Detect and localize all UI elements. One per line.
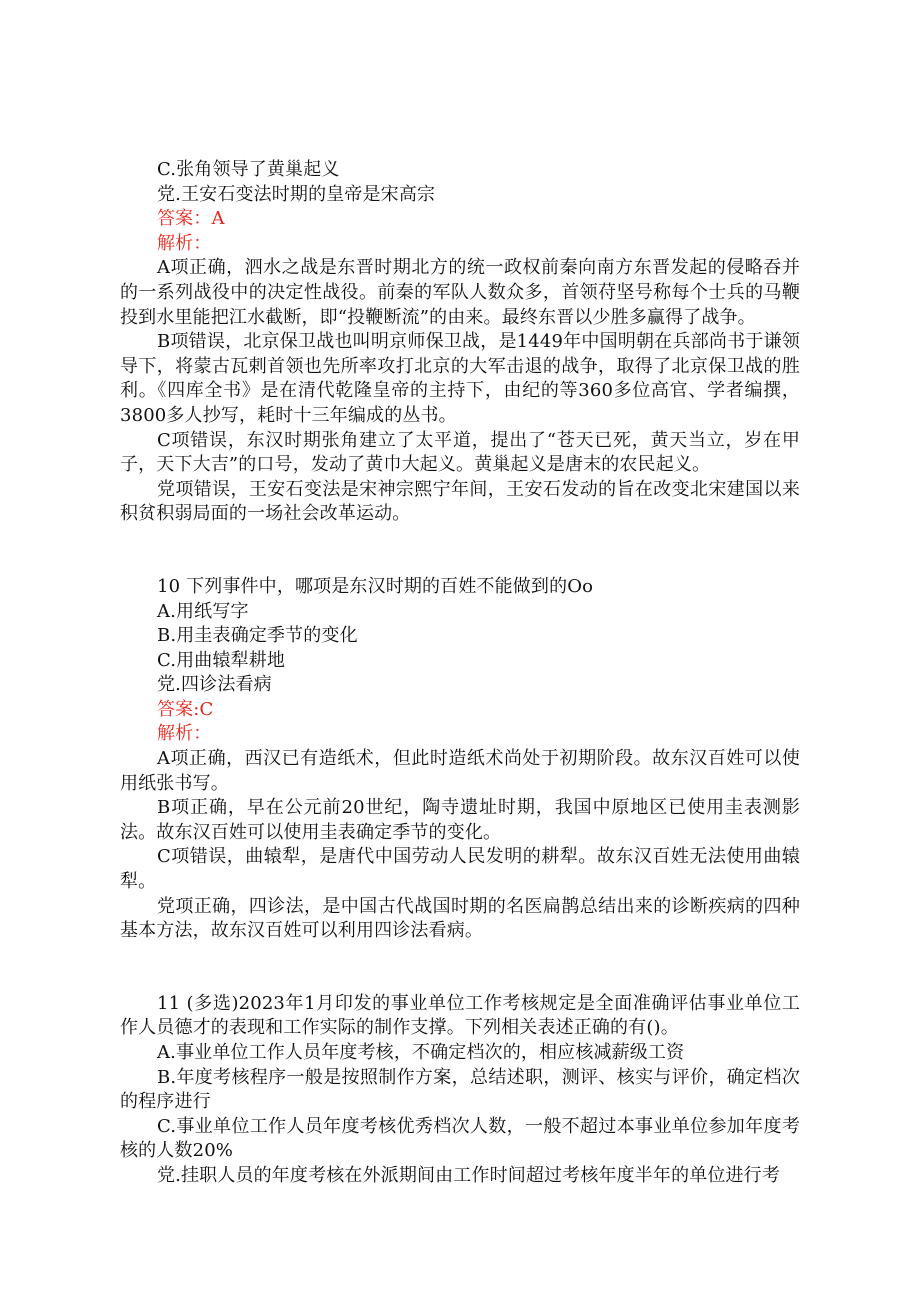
q10-option-d: 党.四诊法看病 [157,674,272,696]
q9-analysis-a: A项正确，泗水之战是东晋时期北方的统一政权前秦向南方东晋发起的侵略吞并的一系列战役中的决定性战役。前秦的军队人数众多，首领苻坚号称每个士兵的马鞭投到水里能把江水截断，即“投鞭断流”的由来。最终东晋以少胜多赢得了战争。 [120,257,800,328]
q10-option-b: B.用圭表确定季节的变化 [157,625,358,647]
q10-stem: 10 下列事件中，哪项是东汉时期的百姓不能做到的Oo [157,575,594,597]
q10-analysis-label: 解析： [157,723,212,745]
q9-answer: 答案：A [157,208,225,230]
section-gap [120,944,800,992]
q10-analysis-b: B项正确，早在公元前20世纪，陶寺遗址时期，我国中原地区已使用圭表测影法。故东汉百姓可以使用圭表确定季节的变化。 [120,797,800,843]
q11-option-d: 党.挂职人员的年度考核在外派期间由工作时间超过考核年度半年的单位进行考 [157,1164,780,1186]
q9-analysis-b: B项错误，北京保卫战也叫明京师保卫战，是1449年中国明朝在兵部尚书于谦领导下，将蒙古瓦剌首领也先所率攻打北京的大军击退的战争，取得了北京保卫战的胜利。《四库全书》是在清代乾隆皇帝的主持下，由纪的等360多位高官、学者编撰，3800多人抄写，耗时十三年编成的丛书。 [120,331,800,426]
q9-option-d: 党.王安石变法时期的皇帝是宋高宗 [157,183,436,205]
q11-option-a: A.事业单位工作人员年度考核，不确定档次的，相应核减薪级工资 [157,1042,685,1063]
document-page [120,158,800,1189]
q9-analysis-label: 解析： [157,232,212,254]
section-gap [120,527,800,575]
q9-option-c: C.张角领导了黄巢起义 [157,159,340,180]
q10-analysis-c: C项错误，曲辕犁，是唐代中国劳动人民发明的耕犁。故东汉百姓无法使用曲辕犁。 [120,846,800,893]
q9-analysis-d: 党项错误，王安石变法是宋神宗熙宁年间，王安石发动的旨在改变北宋建国以来积贫积弱局面的一场社会改革运动。 [120,478,800,525]
q10-analysis-d: 党项正确，四诊法，是中国古代战国时期的名医扁鹊总结出来的诊断疾病的四种基本方法，故东汉百姓可以利用四诊法看病。 [120,895,800,942]
q10-answer: 答案:C [157,698,214,720]
q9-analysis-c: C项错误，东汉时期张角建立了太平道，提出了“苍天已死，黄天当立，岁在甲子，天下大吉”的口号，发动了黄巾大起义。黄巢起义是唐末的农民起义。 [120,429,800,476]
q11-stem: 11 (多选)2023年1月印发的事业单位工作考核规定是全面准确评估事业单位工作人员德才的表现和工作实际的制作支撑。下列相关表述正确的有()。 [120,992,800,1039]
q11-option-b: B.年度考核程序一般是按照制作方案，总结述职，测评、核实与评价，确定档次的程序进行 [120,1066,800,1113]
q11-option-c: C.事业单位工作人员年度考核优秀档次人数，一般不超过本事业单位参加年度考核的人数20% [120,1115,800,1162]
q10-analysis-a: A项正确，西汉已有造纸术，但此时造纸术尚处于初期阶段。故东汉百姓可以使用纸张书写。 [120,748,800,794]
q10-option-a: A.用纸写字 [157,600,249,622]
q10-option-c: C.用曲辕犁耕地 [157,649,286,671]
